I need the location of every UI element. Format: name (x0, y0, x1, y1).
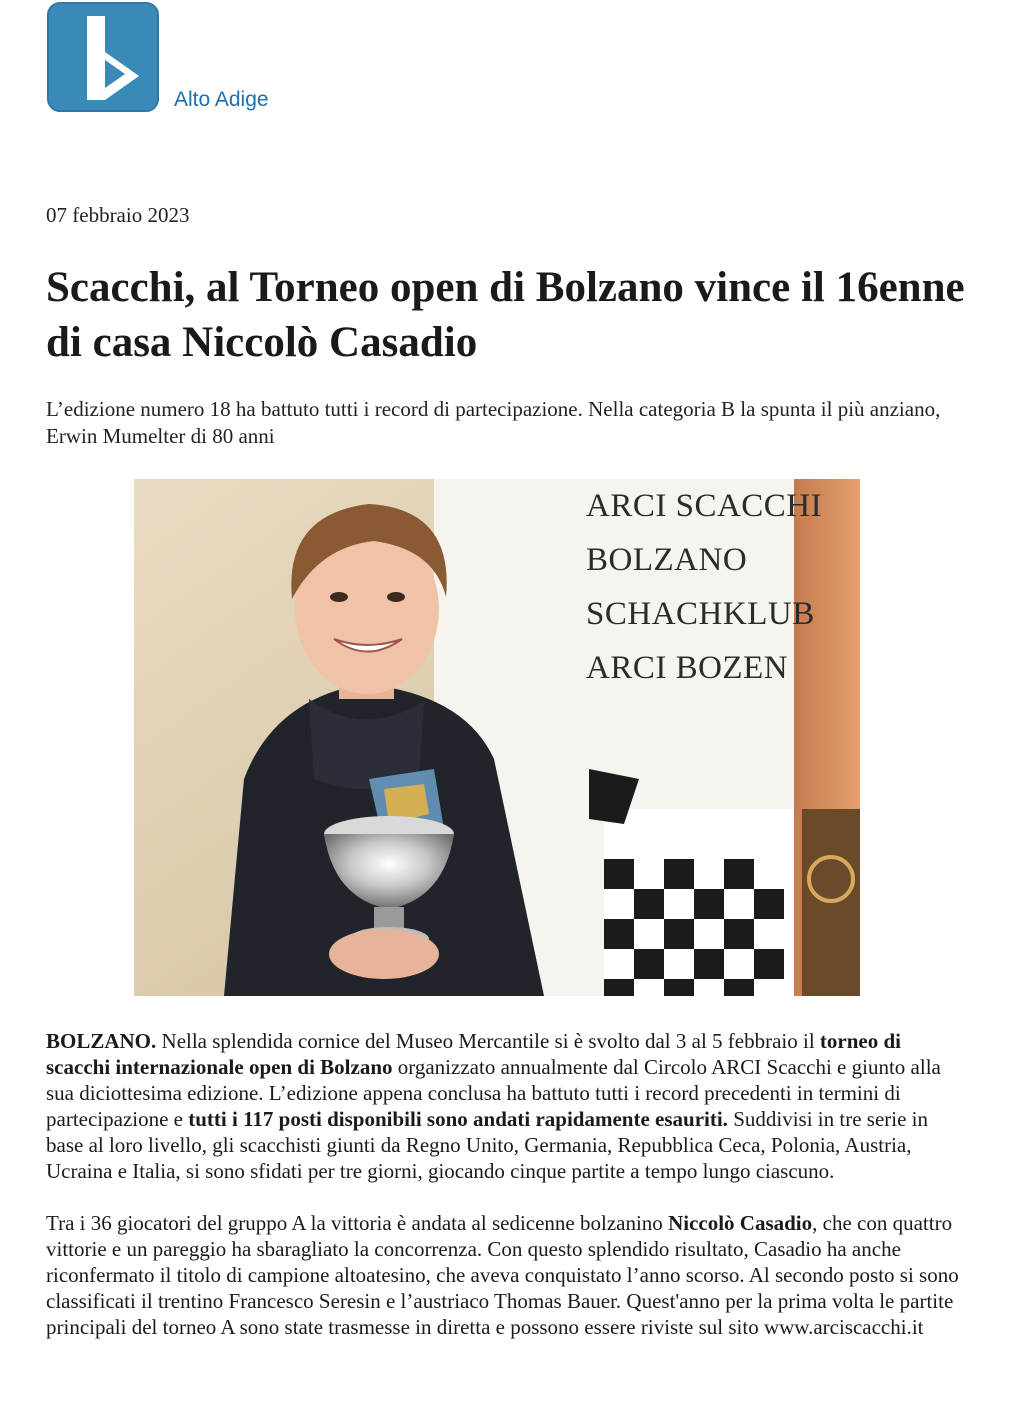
dateline: BOLZANO. (46, 1029, 157, 1053)
article-paragraph-1 (46, 1028, 966, 1184)
paragraph-text: organizzato annualmente dal Circolo ARCI Scacchi e giunto alla sua diciottesima edizione. L’edizione appena conclusa ha battuto tutti i record precedenti in termini di partecipazione e (46, 1055, 941, 1131)
paragraph-text: Suddivisi in tre serie in base al loro livello, gli scacchisti giunti da Regno Unito, Germania, Repubblica Ceca, Polonia, Austria, Ucraina e Italia, si sono sfidati per tre giorni, giocando cinque partite a tempo lungo ciascuno. (46, 1107, 929, 1183)
banner-line: ARCI BOZEN (586, 650, 789, 686)
article-headline: Scacchi, al Torneo open di Bolzano vince il 16enne di casa Niccolò Casadio (46, 264, 965, 366)
article-photo (134, 479, 860, 996)
article-paragraph-2 (46, 1210, 966, 1340)
paragraph-bold: Niccolò Casadio (668, 1211, 813, 1235)
article-body (46, 1028, 966, 1366)
banner-line: ARCI SCACCHI (586, 488, 823, 524)
alto-adige-logo-icon[interactable] (47, 2, 159, 112)
brand-name: Alto Adige (174, 88, 269, 111)
paragraph-bold: torneo di scacchi internazionale open di Bolzano (46, 1029, 901, 1079)
paragraph-text: Nella splendida cornice del Museo Mercantile si è svolto dal 3 al 5 febbraio il (156, 1029, 820, 1053)
article-subtitle: L’edizione numero 18 ha battuto tutti i record di partecipazione. Nella categoria B la spunta il più anziano, Erwin Mumelter di 80 anni (46, 397, 941, 448)
article-date: 07 febbraio 2023 (46, 203, 190, 227)
banner-line: SCHACHKLUB (586, 596, 815, 632)
paragraph-text: Tra i 36 giocatori del gruppo A la vittoria è andata al sedicenne bolzanino (46, 1211, 669, 1235)
paragraph-bold: tutti i 117 posti disponibili sono andati rapidamente esauriti. (188, 1107, 728, 1131)
photo-banner-text (586, 479, 822, 695)
banner-line: BOLZANO (586, 542, 748, 578)
paragraph-text: , che con quattro vittorie e un pareggio ha sbaragliato la concorrenza. Con questo splendido risultato, Casadio ha anche riconfermato il titolo di campione altoatesino, che aveva conquistato l’anno scorso. Al secondo posto si sono classificati il trentino Francesco Seresin e l’austriaco Thomas Bauer. Quest'anno per la prima volta le partite principali del torneo A sono state trasmesse in diretta e possono essere riviste sul sito www.arciscacchi.it (46, 1211, 959, 1339)
